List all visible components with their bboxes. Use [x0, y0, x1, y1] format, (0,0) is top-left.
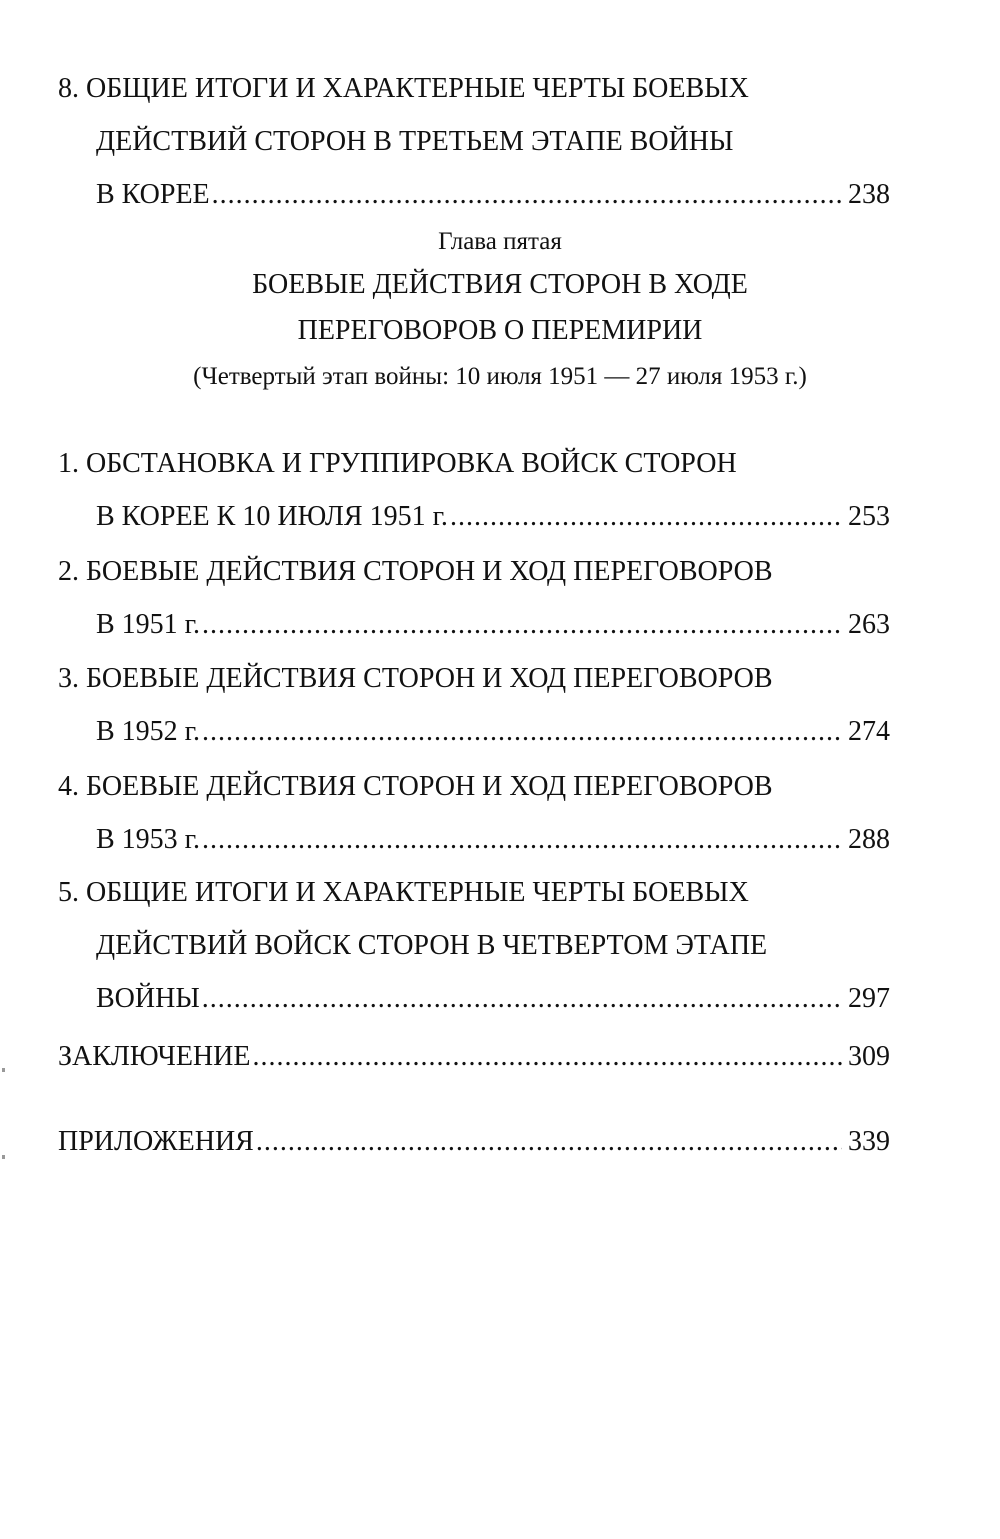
toc-entry-title-line: ВОЙНЫ [96, 983, 200, 1014]
page-number: 339 [848, 1126, 890, 1157]
toc-entry-last-line [58, 598, 890, 651]
toc-entry-last-line [58, 1115, 890, 1168]
toc-entry-5-4[interactable] [58, 760, 890, 866]
toc-entry-title-line: 5. ОБЩИЕ ИТОГИ И ХАРАКТЕРНЫЕ ЧЕРТЫ БОЕВЫХ [58, 877, 749, 908]
chapter-title-line: БОЕВЫЕ ДЕЙСТВИЯ СТОРОН В ХОДЕ [252, 269, 748, 300]
scan-artifact [2, 1068, 5, 1072]
toc-entry-title-line: В КОРЕЕ [96, 179, 210, 210]
page-number: 288 [848, 824, 890, 855]
toc-entry-last-line [58, 972, 890, 1025]
chapter-heading [0, 222, 1000, 400]
toc-entry-5-3[interactable] [58, 652, 890, 758]
toc-entry-conclusion[interactable] [58, 1030, 890, 1083]
chapter-label: Глава пятая [438, 228, 562, 255]
toc-entry-last-line [58, 1030, 890, 1083]
toc-entry-5-1[interactable] [58, 437, 890, 543]
page-number: 309 [848, 1041, 890, 1072]
toc-entry-8[interactable] [58, 62, 890, 221]
dot-leader [202, 598, 842, 651]
toc-entry-appendices[interactable] [58, 1115, 890, 1168]
toc-entry-title-line: ДЕЙСТВИЙ ВОЙСК СТОРОН В ЧЕТВЕРТОМ ЭТАПЕ [96, 930, 768, 961]
page-number: 263 [848, 609, 890, 640]
dot-leader [202, 972, 842, 1025]
toc-entry-5-5[interactable] [58, 866, 890, 1025]
toc-entry-title-line: ЗАКЛЮЧЕНИЕ [58, 1041, 251, 1072]
toc-entry-last-line [58, 168, 890, 221]
toc-entry-last-line [58, 490, 890, 543]
toc-entry-title-line: В 1952 г. [96, 716, 201, 747]
toc-entry-title-line: ДЕЙСТВИЙ СТОРОН В ТРЕТЬЕМ ЭТАПЕ ВОЙНЫ [96, 126, 734, 157]
dot-leader [202, 705, 842, 758]
dot-leader [256, 1115, 842, 1168]
scan-artifact [2, 1155, 5, 1159]
toc-entry-title-line: 8. ОБЩИЕ ИТОГИ И ХАРАКТЕРНЫЕ ЧЕРТЫ БОЕВЫХ [58, 73, 749, 104]
page-number: 253 [848, 501, 890, 532]
toc-entry-title-line: В 1951 г. [96, 609, 201, 640]
toc-entry-5-2[interactable] [58, 545, 890, 651]
toc-entry-title-line: 4. БОЕВЫЕ ДЕЙСТВИЯ СТОРОН И ХОД ПЕРЕГОВОРОВ [58, 771, 773, 802]
dot-leader [450, 490, 842, 543]
toc-entry-title-line: В 1953 г. [96, 824, 201, 855]
page-number: 297 [848, 983, 890, 1014]
dot-leader [212, 168, 842, 221]
toc-entry-last-line [58, 813, 890, 866]
page-number: 238 [848, 179, 890, 210]
chapter-title-line: ПЕРЕГОВОРОВ О ПЕРЕМИРИИ [297, 315, 703, 346]
toc-entry-title-line: В КОРЕЕ К 10 ИЮЛЯ 1951 г. [96, 501, 448, 532]
toc-entry-title-line: 1. ОБСТАНОВКА И ГРУППИРОВКА ВОЙСК СТОРОН [58, 448, 737, 479]
toc-entry-title-line: 2. БОЕВЫЕ ДЕЙСТВИЯ СТОРОН И ХОД ПЕРЕГОВОРОВ [58, 556, 773, 587]
toc-entry-title-line: 3. БОЕВЫЕ ДЕЙСТВИЯ СТОРОН И ХОД ПЕРЕГОВОРОВ [58, 663, 773, 694]
toc-entry-last-line [58, 705, 890, 758]
dot-leader [202, 813, 842, 866]
chapter-subtitle: (Четвертый этап войны: 10 июля 1951 — 27 июля 1953 г.) [193, 363, 807, 390]
toc-entry-title-line: ПРИЛОЖЕНИЯ [58, 1126, 254, 1157]
dot-leader [252, 1030, 842, 1083]
page-number: 274 [848, 716, 890, 747]
